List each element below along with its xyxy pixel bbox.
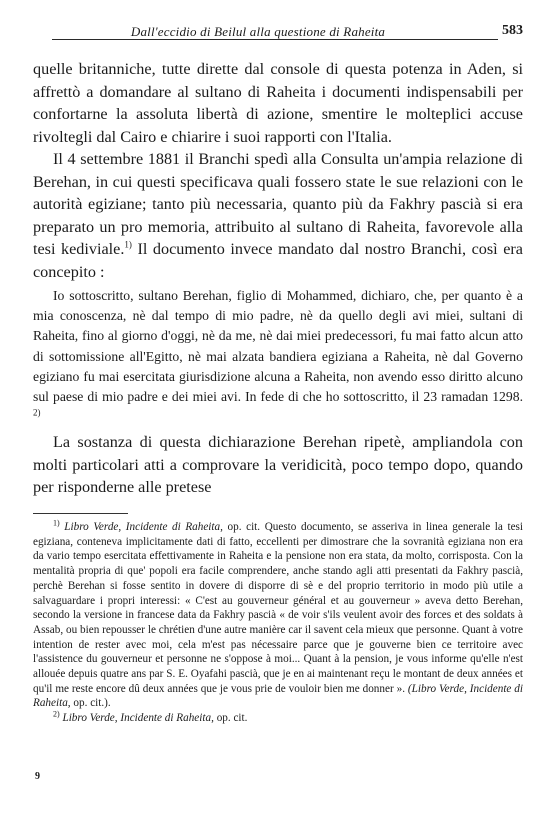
footnote-1-number: 1) (53, 518, 60, 528)
paragraph-2-text: Il 4 settembre 1881 il Branchi spedì alla Consulta un'ampia relazione di Berehan, in cui questi specificava quali fossero state le sue relazioni con le autorità egiziane; tanto più necessaria, quanto più da Fakhry pascià si era preparato un pro memoria, attribuito al sultano di Raheita, favorevole alla tesi kediviale. (33, 150, 523, 258)
footnote-ref-1: 1) (124, 239, 132, 250)
footnote-2-number: 2) (53, 709, 60, 719)
footnote-ref-2: 2) (33, 407, 41, 418)
footnote-1-citation-2: (Libro Verde, Incidente di Raheita, (33, 682, 524, 710)
quoted-declaration (33, 286, 523, 427)
main-text (33, 58, 523, 499)
footnote-1-citation: Libro Verde, Incidente di Raheita, (64, 521, 223, 533)
paragraph-3: La sostanza di questa dichiarazione Berehan ripetè, ampliandola con molti particolari atti a comprovare la veridicità, poco tempo dopo, quando per risponderne alle pretese (33, 433, 523, 497)
paragraph-2 (33, 148, 523, 283)
running-header (33, 18, 523, 40)
footnote-1-tail: op. cit.). (70, 697, 111, 710)
footnote-1 (33, 520, 523, 711)
paragraph-1: quelle britanniche, tutte dirette dal console di questa potenza in Aden, si affrettò a domandare al sultano di Raheita i documenti indispensabili per confortarne la assoluta libertà di azione, smentire le molteplici accuse rivoltegli dal Cairo e chiarire i suoi rapporti con l'Italia. (33, 60, 523, 146)
header-rule (52, 39, 498, 40)
paragraph-2-tail: Il documento invece mandato dal nostro Branchi, così era concepito : (33, 240, 523, 281)
footnote-2 (33, 711, 523, 726)
running-title: Dall'eccidio di Beilul alla questione di Raheita (130, 24, 386, 39)
footnote-1-text: op. cit. Questo documento, se asseriva in linea generale la tesi egiziana, conteneva implicitamente dati di fatto, eccellenti per dimostrare che la sovranità egiziana non era da vario tempo esercitata effettivamente in Raheita e la pensione non era stata, da molto, corrisposta. Con la mentalità propria di que' popoli era facile comprendere, anche stando agli atti presentati da Fakhry pascià, perchè Berehan si fosse sentito in dovere di disporre di sè e del proprio territorio in modo più utile a salvaguardare i propri interessi: « C'est au gouverneur général et au gouverneur » aveva detto Berehan, secondo la versione in francese data da Fakhry pascià « de voir s'ils veulent avoir des forces et des soldats à Assab, ou bien repousser le chrétien d'une autre manière car il savent cela mieux que personne. Quant à votre intention de rester avec moi, cela m'est pas nécessaire parce que je gouverne bien ce territoire avec l'assistence du gouverneur et personne ne s'oppose à moi... Quant à la pension, je vous informe qu'elle n'est allouée depuis quatre ans par S. E. Oyafahi pascià, que je en ai maintenant reçu le montant de deux années et qu'il me reste encore dû deux années que je vous prie de vouloir bien me donner ». (33, 521, 524, 695)
printer-signature-mark: 9 (35, 771, 40, 782)
footnote-2-tail: op. cit. (213, 712, 248, 725)
footnote-2-citation: Libro Verde, Incidente di Raheita, (62, 712, 214, 725)
page-number: 583 (502, 23, 523, 38)
footnote-rule (33, 513, 128, 514)
quoted-declaration-text: Io sottoscritto, sultano Berehan, figlio di Mohammed, dichiaro, che, per quanto è a mia conoscenza, nè dal tempo di mio padre, nè da quello degli avi miei, sultani di Raheita, fino al giorno d'oggi, nè da me, nè dai miei predecessori, fu mai fatto alcun atto di sottomissione all'Egitto, nè mai alzata bandiera egiziana a Raheita, nè dal Governo egiziano fu mai esercitata giurisdizione alcuna a Raheita, non avendo esso diritto alcuno sul paese di mio padre e dei miei avi. In fede di che ho sottoscritto, il 23 ramadan 1298. (33, 288, 523, 405)
footnotes (33, 520, 523, 726)
